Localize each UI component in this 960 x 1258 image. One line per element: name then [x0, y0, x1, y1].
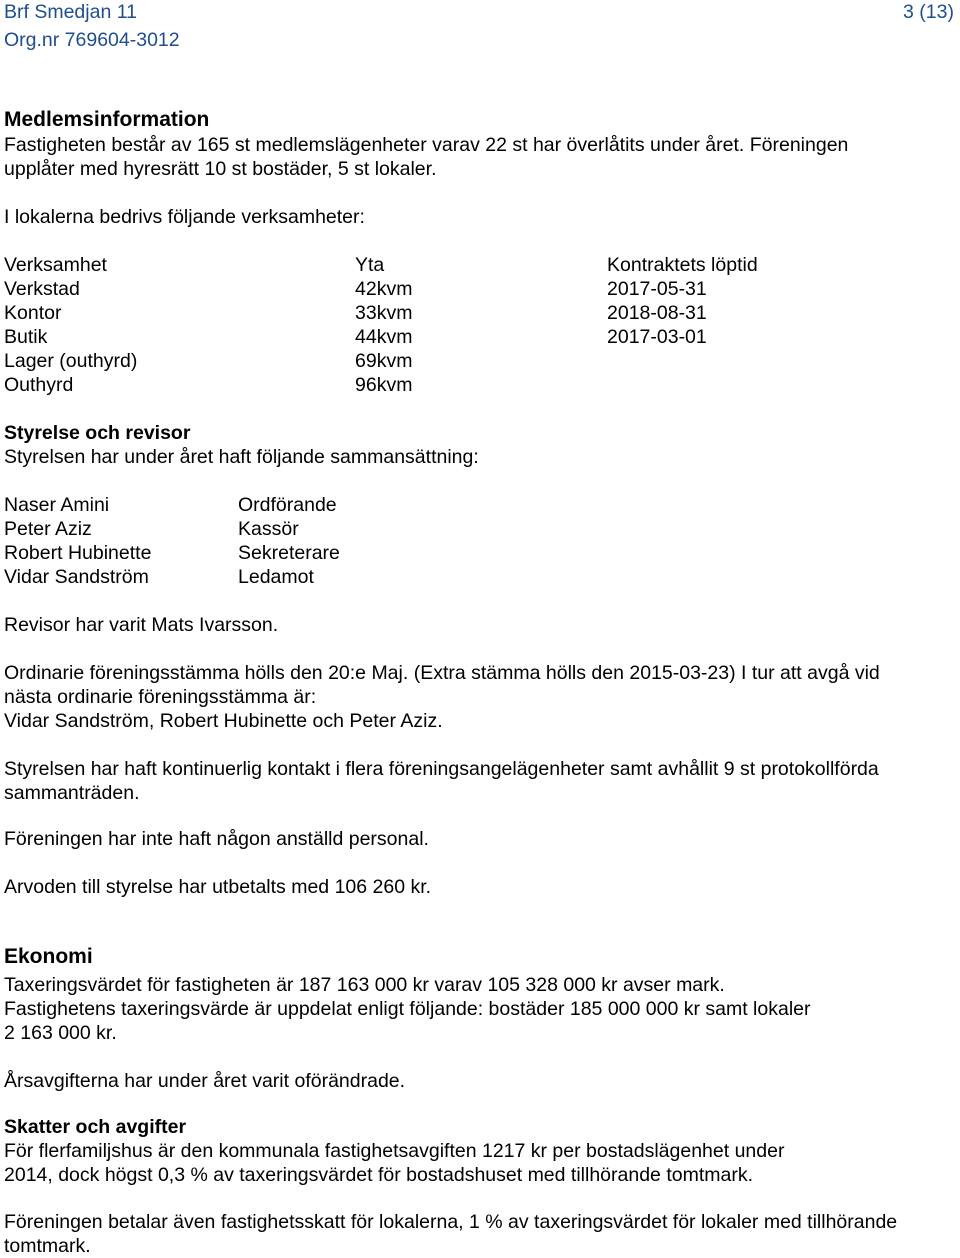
paragraph-line: För flerfamiljshus är den kommunala fastighetsavgiften 1217 kr per bostadslägenhet under [4, 1140, 785, 1162]
paragraph-line: nästa ordinarie föreningsstämma är: [4, 686, 317, 708]
table-cell: Verkstad [4, 278, 80, 300]
member-name: Peter Aziz [4, 518, 92, 540]
paragraph-line: Föreningen betalar även fastighetsskatt för lokalerna, 1 % av taxeringsvärdet för lokaler med tillhörande [4, 1211, 898, 1233]
paragraph-line: 2 163 000 kr. [4, 1022, 117, 1044]
paragraph-line: Fastighetens taxeringsvärde är uppdelat enligt följande: bostäder 185 000 000 kr samt lokaler [4, 998, 811, 1020]
section-heading-ekonomi: Ekonomi [4, 945, 93, 968]
table-cell: 96kvm [355, 374, 413, 396]
document-title: Brf Smedjan 11 [4, 1, 137, 23]
paragraph-line: Styrelsen har under året haft följande sammansättning: [4, 446, 479, 468]
table-cell: 2018-08-31 [607, 302, 707, 324]
table-cell: 2017-03-01 [607, 326, 707, 348]
table-cell: 69kvm [355, 350, 413, 372]
paragraph-line: Taxeringsvärdet för fastigheten är 187 163 000 kr varav 105 328 000 kr avser mark. [4, 974, 725, 996]
member-role: Ordförande [238, 494, 337, 516]
table-cell: 2017-05-31 [607, 278, 707, 300]
member-role: Ledamot [238, 566, 314, 588]
paragraph-line: sammanträden. [4, 782, 140, 804]
member-name: Robert Hubinette [4, 542, 152, 564]
section-heading-styrelse: Styrelse och revisor [4, 422, 191, 444]
table-cell: 44kvm [355, 326, 413, 348]
paragraph-line: I lokalerna bedrivs följande verksamheter: [4, 206, 365, 228]
paragraph-line: 2014, dock högst 0,3 % av taxeringsvärdet för bostadshuset med tillhörande tomtmark. [4, 1164, 753, 1186]
paragraph-line: Revisor har varit Mats Ivarsson. [4, 614, 279, 636]
column-header-yta: Yta [355, 254, 385, 276]
table-cell: Kontor [4, 302, 62, 324]
paragraph-line: upplåter med hyresrätt 10 st bostäder, 5 st lokaler. [4, 158, 437, 180]
member-role: Kassör [238, 518, 299, 540]
paragraph-line: Ordinarie föreningsstämma hölls den 20:e Maj. (Extra stämma hölls den 2015-03-23) I tur att avgå vid [4, 662, 880, 684]
member-name: Vidar Sandström [4, 566, 149, 588]
org-number: Org.nr 769604-3012 [4, 29, 180, 51]
table-cell: 33kvm [355, 302, 413, 324]
table-cell: 42kvm [355, 278, 413, 300]
column-header-kontraktstid: Kontraktets löptid [607, 254, 758, 276]
paragraph-line: Årsavgifterna har under året varit oförändrade. [4, 1070, 406, 1092]
table-cell: Butik [4, 326, 48, 348]
paragraph-line: tomtmark. [4, 1235, 91, 1257]
table-cell: Lager (outhyrd) [4, 350, 138, 372]
paragraph-line: Föreningen har inte haft någon anställd personal. [4, 828, 429, 850]
section-heading-skatter: Skatter och avgifter [4, 1116, 187, 1138]
page-number: 3 (13) [903, 1, 954, 23]
table-cell: Outhyrd [4, 374, 74, 396]
column-header-verksamhet: Verksamhet [4, 254, 107, 276]
member-name: Naser Amini [4, 494, 110, 516]
paragraph-line: Arvoden till styrelse har utbetalts med 106 260 kr. [4, 876, 432, 898]
section-heading-medlemsinformation: Medlemsinformation [4, 108, 210, 131]
member-role: Sekreterare [238, 542, 340, 564]
paragraph-line: Fastigheten består av 165 st medlemslägenheter varav 22 st har överlåtits under året. Föreningen [4, 134, 849, 156]
paragraph-line: Vidar Sandström, Robert Hubinette och Peter Aziz. [4, 710, 443, 732]
paragraph-line: Styrelsen har haft kontinuerlig kontakt i flera föreningsangelägenheter samt avhållit 9 st protokollförda [4, 758, 879, 780]
